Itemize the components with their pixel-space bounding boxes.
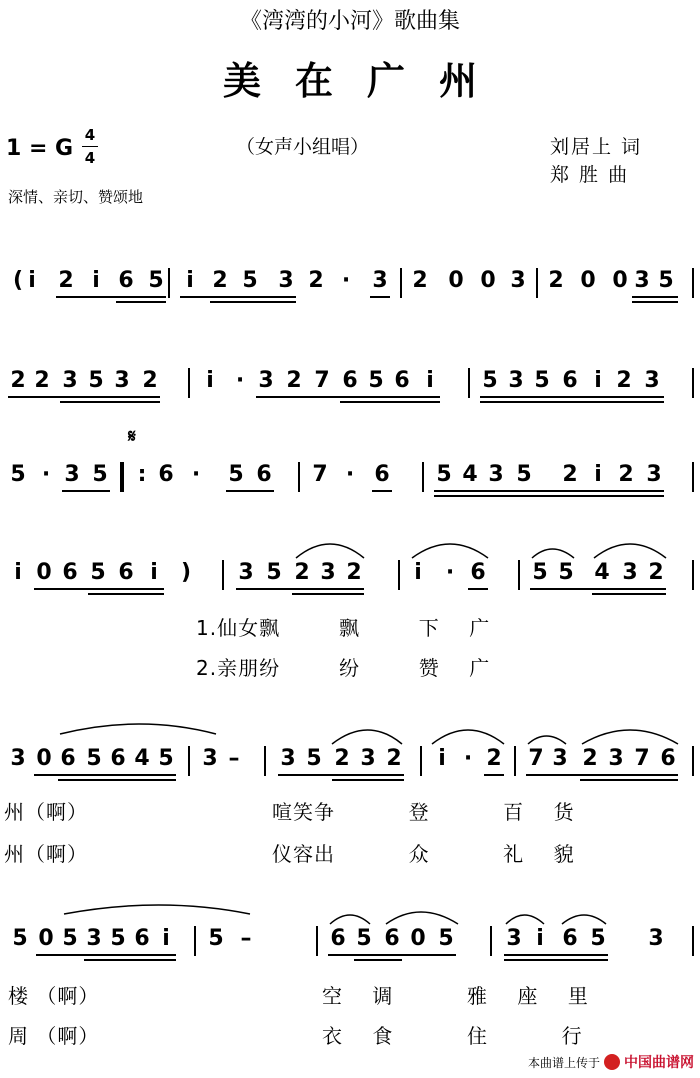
key-signature: 1 = G	[6, 136, 74, 161]
note: 3	[280, 746, 296, 771]
note: 2	[212, 268, 228, 293]
note: 3	[360, 746, 376, 771]
note: 3	[258, 368, 274, 393]
note: 3	[608, 746, 624, 771]
site-logo-icon	[604, 1054, 620, 1070]
upload-text: 本曲谱上传于	[527, 1055, 600, 1070]
note: 5	[356, 926, 372, 951]
note: 7	[312, 462, 328, 487]
note: 6	[384, 926, 400, 951]
note: 5	[148, 268, 164, 293]
note: –	[240, 926, 252, 951]
performance-type: （女声小组唱）	[236, 136, 370, 158]
note: 0	[448, 268, 464, 293]
note: 3	[622, 560, 638, 585]
note: 6	[110, 746, 126, 771]
note: 2	[308, 268, 324, 293]
note: ·	[463, 746, 473, 771]
note: 3	[644, 368, 660, 393]
note: ·	[235, 368, 245, 393]
song-title: 美在广州	[222, 59, 511, 103]
note: 5	[532, 560, 548, 585]
note: 5	[534, 368, 550, 393]
note: 3	[506, 926, 522, 951]
note: 3	[634, 268, 650, 293]
note: 2	[582, 746, 598, 771]
note: 0	[38, 926, 54, 951]
note: 2	[142, 368, 158, 393]
note: 2	[486, 746, 502, 771]
note: i	[28, 268, 36, 293]
footer-watermark	[528, 1052, 694, 1072]
note: 2	[548, 268, 564, 293]
note: 6	[562, 368, 578, 393]
note: 5	[208, 926, 224, 951]
note: 6	[62, 560, 78, 585]
composer-credit: 郑 胜 曲	[550, 164, 630, 186]
note: 5	[436, 462, 452, 487]
note: 5	[482, 368, 498, 393]
note: 4	[462, 462, 478, 487]
note: 2	[618, 462, 634, 487]
note: –	[228, 746, 240, 771]
lyricist-credit: 刘居上 词	[550, 136, 643, 158]
note: 5	[438, 926, 454, 951]
note: 0	[410, 926, 426, 951]
lyrics-verse2-start: 周 （啊）	[8, 1024, 100, 1048]
note: i	[536, 926, 544, 951]
note: 0	[612, 268, 628, 293]
lyrics-verse2: 仪容出 众 礼 貌	[272, 842, 575, 866]
note: i	[150, 560, 158, 585]
note: 2	[294, 560, 310, 585]
song-collection-title: 《湾湾的小河》歌曲集	[239, 9, 460, 34]
note: i	[92, 268, 100, 293]
note: 6	[342, 368, 358, 393]
note: 6	[118, 560, 134, 585]
note: 5	[158, 746, 174, 771]
note: 3	[372, 268, 388, 293]
note: 4	[134, 746, 150, 771]
lyrics-verse1: 喧笑争 登 百 货	[272, 800, 575, 824]
lyrics-verse1: 空 调 雅 座 里	[322, 984, 589, 1008]
note: 2	[562, 462, 578, 487]
note: 3	[62, 368, 78, 393]
note: 6	[134, 926, 150, 951]
note: ·	[445, 560, 455, 585]
note: 5	[266, 560, 282, 585]
lyrics-verse1-start: 楼 （啊）	[8, 984, 100, 1008]
note: 6	[374, 462, 390, 487]
note: 6	[660, 746, 676, 771]
lyrics-verse2: 2.亲朋纷 纷 赞 广	[196, 656, 491, 680]
note: 2	[334, 746, 350, 771]
note: 5	[658, 268, 674, 293]
note: 2	[648, 560, 664, 585]
note: i	[206, 368, 214, 393]
note: 6	[394, 368, 410, 393]
note: 2	[386, 746, 402, 771]
paren-close: )	[180, 560, 192, 585]
note: 7	[634, 746, 650, 771]
note: 3	[10, 746, 26, 771]
note: ·	[41, 462, 51, 487]
note: ·	[345, 462, 355, 487]
note: 5	[306, 746, 322, 771]
note: 5	[62, 926, 78, 951]
note: 3	[320, 560, 336, 585]
note: 3	[646, 462, 662, 487]
note: 3	[238, 560, 254, 585]
note: 6	[158, 462, 174, 487]
lyrics-verse2-start: 州（啊）	[4, 842, 88, 866]
note: 6	[470, 560, 486, 585]
note: ·	[191, 462, 201, 487]
paren-open: (	[12, 268, 24, 293]
lyrics-verse1-start: 州（啊）	[4, 800, 88, 824]
note: 3	[202, 746, 218, 771]
note: i	[438, 746, 446, 771]
note: 6	[256, 462, 272, 487]
note: 5	[368, 368, 384, 393]
note: i	[186, 268, 194, 293]
note: 0	[36, 560, 52, 585]
note: 6	[562, 926, 578, 951]
note: 5	[516, 462, 532, 487]
note: i	[14, 560, 22, 585]
note: 5	[90, 560, 106, 585]
note: 2	[34, 368, 50, 393]
note: 7	[314, 368, 330, 393]
meter-top: 4	[84, 126, 96, 144]
note: 5	[10, 462, 26, 487]
note: 3	[648, 926, 664, 951]
note: 2	[10, 368, 26, 393]
note: 5	[110, 926, 126, 951]
note: ·	[341, 268, 351, 293]
note: 5	[242, 268, 258, 293]
note: i	[414, 560, 422, 585]
note: 5	[12, 926, 28, 951]
note: 2	[616, 368, 632, 393]
note: 5	[88, 368, 104, 393]
expression-marking: 深情、亲切、赞颂地	[8, 188, 144, 206]
note: 3	[552, 746, 568, 771]
note: 6	[60, 746, 76, 771]
note: 3	[86, 926, 102, 951]
note: 3	[488, 462, 504, 487]
note: 5	[228, 462, 244, 487]
note: 2	[346, 560, 362, 585]
note: i	[426, 368, 434, 393]
lyrics-verse1: 1.仙女飘 飘 下 广	[196, 616, 491, 640]
note: i	[162, 926, 170, 951]
note: 7	[528, 746, 544, 771]
note: 3	[278, 268, 294, 293]
note: 6	[118, 268, 134, 293]
note: i	[594, 462, 602, 487]
segno-icon: 𝄋	[128, 426, 136, 447]
note: 0	[480, 268, 496, 293]
note: 3	[510, 268, 526, 293]
note: 3	[508, 368, 524, 393]
note: 3	[114, 368, 130, 393]
note: 5	[86, 746, 102, 771]
note: 5	[590, 926, 606, 951]
site-brand: 中国曲谱网	[624, 1055, 694, 1071]
note: 5	[558, 560, 574, 585]
note: 3	[64, 462, 80, 487]
note: 0	[580, 268, 596, 293]
note: 5	[92, 462, 108, 487]
meter-bottom: 4	[84, 149, 96, 167]
note: 0	[36, 746, 52, 771]
note: 2	[58, 268, 74, 293]
note: 2	[412, 268, 428, 293]
note: :	[137, 462, 147, 487]
note: 2	[286, 368, 302, 393]
note: 4	[594, 560, 610, 585]
lyrics-verse2: 衣 食 住 行	[322, 1024, 583, 1048]
note: i	[594, 368, 602, 393]
note: 6	[330, 926, 346, 951]
